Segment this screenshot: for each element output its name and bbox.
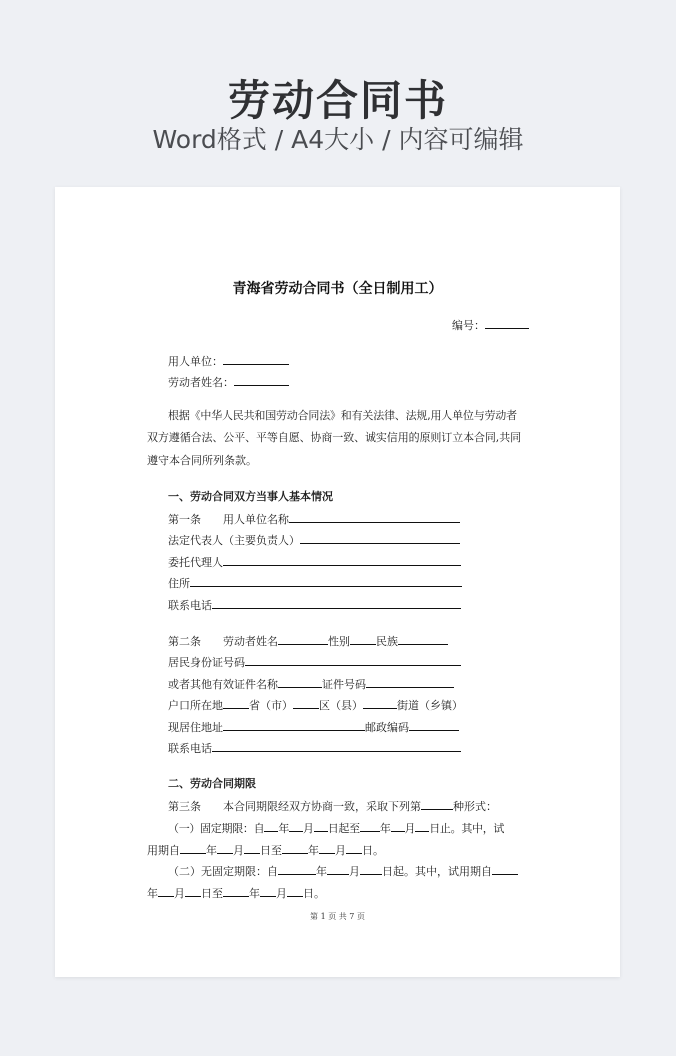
page-footer: 第 1 页 共 7 页 (310, 912, 365, 921)
address-field: 住所 (168, 575, 462, 592)
article-3: 第三条 本合同期限经双方协商一致，采取下列第 种形式： (168, 800, 497, 813)
worker-phone-field: 联系电话 (168, 740, 461, 757)
fixed-term-line: （一）固定期限：自 年 月 日起至 年 月 日止。其中，试 (168, 822, 505, 835)
worker-field: 劳动者姓名： (168, 374, 289, 391)
agent-field: 委托代理人 (168, 554, 461, 571)
banner-title: 劳动合同书 (227, 76, 448, 125)
open-term-line: （二）无固定期限：自 年 月 日起。其中，试用期自 (168, 863, 518, 880)
intro-line: 根据《中华人民共和国劳动合同法》和有关法律、法规,用人单位与劳动者 (168, 409, 517, 422)
document-title: 青海省劳动合同书（全日制用工） (232, 281, 443, 297)
number-field: 编号： (452, 317, 529, 334)
current-address-field: 现居住地址 邮政编码 (168, 719, 459, 736)
hukou-field: 户口所在地 省（市） 区（县） 街道（乡镇） (168, 699, 463, 712)
employer-field: 用人单位： (168, 353, 289, 370)
id-number-field: 居民身份证号码 (168, 654, 461, 671)
other-cert-field: 或者其他有效证件名称 证件号码 (168, 676, 454, 693)
open-term-trial-line: 年 月 日至 年 月 日。 (147, 887, 325, 900)
banner-subtitle: Word格式 / A4大小 / 内容可编辑 (152, 125, 524, 154)
intro-line: 双方遵循合法、公平、平等自愿、协商一致、诚实信用的原则订立本合同,共同 (147, 431, 521, 444)
legal-rep-field: 法定代表人（主要负责人） (168, 532, 460, 549)
intro-line: 遵守本合同所列条款。 (147, 454, 257, 467)
fixed-term-trial-line: 用期自 年 月 日至 年 月 日。 (147, 844, 384, 857)
section-heading: 一、劳动合同双方当事人基本情况 (168, 490, 333, 503)
article-2-worker: 第二条 劳动者姓名 性别 民族 (168, 633, 448, 650)
section-heading: 二、劳动合同期限 (168, 777, 256, 790)
article-1-employer-name: 第一条 用人单位名称 (168, 511, 460, 528)
phone-field: 联系电话 (168, 597, 461, 614)
